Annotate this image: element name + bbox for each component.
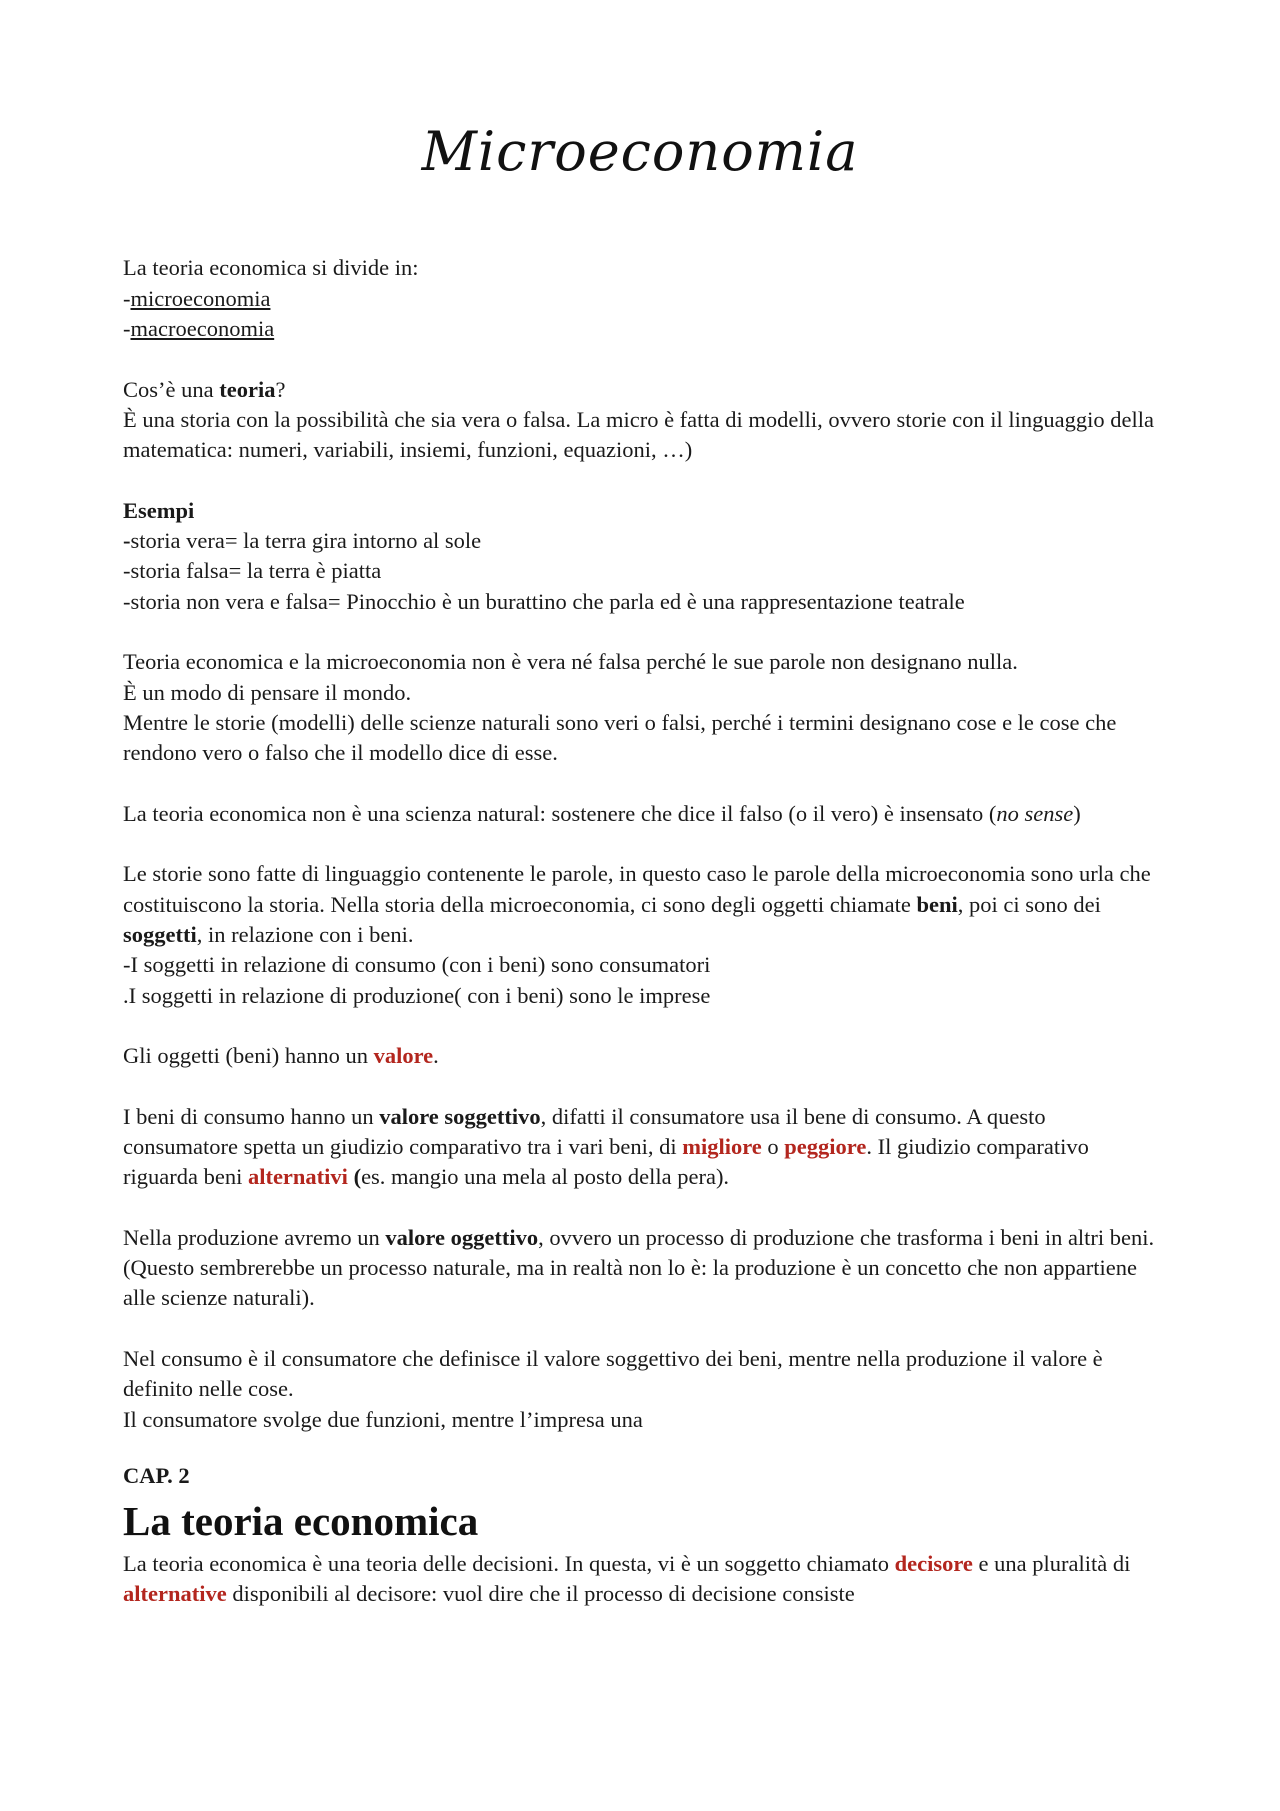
chapter-text-1: La teoria economica è una teoria delle decisioni. In questa, vi è un soggetto chiamato bbox=[123, 1550, 895, 1576]
term-peggiore: peggiore bbox=[784, 1134, 867, 1159]
consumo-paren: ( bbox=[347, 1164, 362, 1190]
valore-paragraph bbox=[123, 1041, 1157, 1071]
teoria-nature-line-1: Teoria economica e la microeconomia non è vera né falsa perché le sue parole non designano nulla. bbox=[123, 649, 1018, 675]
storie-text-3: , in relazione con i beni. bbox=[196, 921, 414, 947]
teoria-nature-line-3: Mentre le storie (modelli) delle scienze naturali sono veri o falsi, perché i termini designano cose e le cose che rendono vero o falso che il modello dice di esse. bbox=[123, 709, 1117, 766]
teoria-answer: È una storia con la possibilità che sia vera o falsa. La micro è fatta di modelli, ovvero storie con il linguaggio della matematica: numeri, variabili, insiemi, funzioni, equazioni, …) bbox=[123, 406, 1154, 463]
consumo-text-2: , difatti il consumatore usa il bene di consumo. A questo consumatore spetta un giudizio comparativo tra i vari beni, di bbox=[123, 1103, 1046, 1159]
no-sense-italic: no sense bbox=[996, 800, 1074, 826]
document-title: Microeconomia bbox=[421, 120, 859, 183]
esempio-non-vera: -storia non vera e falsa= Pinocchio è un burattino che parla ed è una rappresentazione teatrale bbox=[123, 588, 965, 614]
esempi-heading: Esempi bbox=[123, 497, 195, 523]
term-alternativi: alternativi bbox=[247, 1164, 348, 1190]
scienza-close: ) bbox=[1073, 800, 1081, 826]
finale-line-2: Il consumatore svolge due funzioni, mentre l’impresa una bbox=[123, 1406, 643, 1432]
chapter-2-section bbox=[123, 1461, 1157, 1610]
storie-paragraph bbox=[123, 859, 1157, 1010]
list-item-macroeconomia: macroeconomia bbox=[130, 315, 275, 341]
term-beni: beni bbox=[916, 891, 958, 917]
storie-imprese: .I soggetti in relazione di produzione( con i beni) sono le imprese bbox=[123, 982, 711, 1008]
storie-consumatori: -I soggetti in relazione di consumo (con i beni) sono consumatori bbox=[123, 952, 711, 978]
teoria-paragraph bbox=[123, 375, 1157, 466]
finale-line-1: Nel consumo è il consumatore che definisce il valore soggettivo dei beni, mentre nella produzione il valore è definito nelle cose. bbox=[123, 1346, 1103, 1402]
term-valore: valore bbox=[373, 1043, 434, 1069]
storie-text-1: Le storie sono fatte di linguaggio contenente le parole, in questo caso le parole della microeconomia sono urla che costituiscono la storia. Nella storia della microeconomia, ci sono degli oggetti chiamate bbox=[123, 861, 1151, 917]
produzione-text-2: , ovvero un processo di produzione che trasforma i beni in altri beni. bbox=[538, 1224, 1155, 1250]
document-body bbox=[123, 253, 1157, 1609]
chapter-text-3: disponibili al decisore: vuol dire che il processo di decisione consiste bbox=[226, 1581, 855, 1607]
produzione-text-1: Nella produzione avremo un bbox=[123, 1224, 386, 1250]
scienza-paragraph bbox=[123, 799, 1157, 829]
consumo-text-1: I beni di consumo hanno un bbox=[123, 1103, 380, 1129]
intro-line: La teoria economica si divide in: bbox=[123, 255, 419, 281]
consumo-text-3: o bbox=[761, 1134, 785, 1159]
question-text: Cos’è una bbox=[123, 376, 220, 402]
list-item-microeconomia: microeconomia bbox=[130, 285, 271, 311]
finale-paragraph bbox=[123, 1344, 1157, 1435]
chapter-label: CAP. 2 bbox=[123, 1462, 190, 1488]
term-migliore: migliore bbox=[682, 1134, 762, 1159]
valore-text: Gli oggetti (beni) hanno un bbox=[123, 1043, 374, 1069]
term-teoria: teoria bbox=[219, 376, 276, 402]
consumo-text-4: . Il giudizio comparativo riguarda beni bbox=[123, 1134, 1089, 1190]
term-valore-soggettivo: valore soggettivo bbox=[379, 1103, 541, 1129]
valore-period: . bbox=[433, 1043, 439, 1069]
term-soggetti: soggetti bbox=[123, 921, 197, 947]
esempio-falsa: -storia falsa= la terra è piatta bbox=[123, 558, 382, 584]
term-decisore: decisore bbox=[894, 1550, 973, 1576]
consumo-paragraph bbox=[123, 1102, 1157, 1193]
consumo-text-5: es. mangio una mela al posto della pera). bbox=[361, 1164, 730, 1190]
teoria-nature-line-2: È un modo di pensare il mondo. bbox=[123, 679, 412, 705]
intro-paragraph: La teoria economica si divide in: -microeconomia -macroeconomia bbox=[123, 255, 419, 341]
chapter-heading: La teoria economica bbox=[123, 1497, 479, 1544]
storie-text-2: , poi ci sono dei bbox=[957, 891, 1101, 917]
produzione-paragraph bbox=[123, 1223, 1157, 1314]
question-mark: ? bbox=[275, 376, 286, 402]
chapter-intro-paragraph bbox=[123, 1549, 1157, 1610]
term-valore-oggettivo: valore oggettivo bbox=[385, 1224, 539, 1250]
esempi-dash: - bbox=[123, 528, 131, 554]
teoria-nature-paragraph bbox=[123, 647, 1157, 768]
chapter-text-2: e una pluralità di bbox=[972, 1550, 1131, 1576]
esempio-vera: storia vera= la terra gira intorno al sole bbox=[130, 528, 482, 554]
esempi-paragraph bbox=[123, 496, 1157, 617]
produzione-note: (Questo sembrerebbe un processo naturale, ma in realtà non lo è: la produzione è un concetto che non appartiene alle scienze naturali). bbox=[123, 1255, 1137, 1311]
scienza-text: La teoria economica non è una scienza natural: sostenere che dice il falso (o il vero) è insensato ( bbox=[123, 800, 997, 826]
term-alternative: alternative bbox=[123, 1581, 227, 1607]
